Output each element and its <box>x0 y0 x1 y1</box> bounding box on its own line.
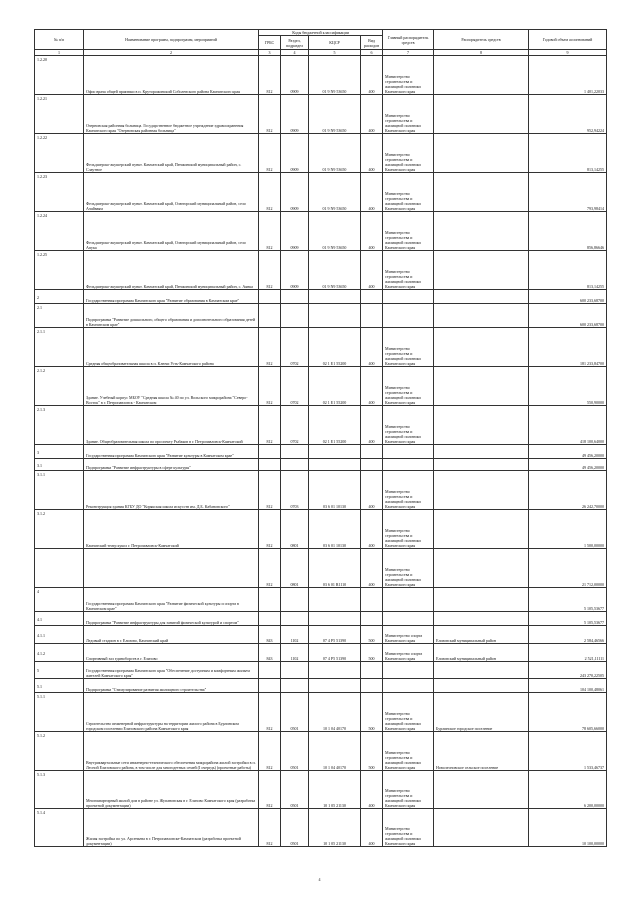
row-vid-cell <box>361 445 383 459</box>
row-vid-cell: 400 <box>361 549 383 588</box>
row-name-cell: Подпрограмма "Развитие инфраструктуры для занятий физической культурой и спортом" <box>84 612 259 626</box>
row-annual-cell: 78 605,66000 <box>529 693 607 732</box>
row-recipient-cell <box>434 134 529 173</box>
row-recipient-cell <box>434 445 529 459</box>
row-number-cell: 3.1.2 <box>35 510 84 549</box>
row-number-cell: 1.2.25 <box>35 251 84 290</box>
row-grbs-cell: 812 <box>259 367 281 406</box>
row-kcsr-cell: 07 4 P5 51390 <box>309 626 361 644</box>
row-number-cell: 1.2.20 <box>35 56 84 95</box>
row-main-admin-cell: Министерство строительства и жилищной политики Камчатского края <box>383 471 434 510</box>
row-grbs-cell <box>259 588 281 612</box>
row-main-admin-cell: Министерство строительства и жилищной политики Камчатского края <box>383 732 434 771</box>
row-annual-cell: 2 584,46566 <box>529 626 607 644</box>
table-row <box>35 212 607 251</box>
row-annual-cell: 952,94224 <box>529 95 607 134</box>
row-recipient-cell <box>434 459 529 471</box>
row-vid-cell: 400 <box>361 134 383 173</box>
table-row <box>35 732 607 771</box>
row-kcsr-cell: 03 6 01 R1110 <box>309 549 361 588</box>
row-razdel-cell: 0501 <box>281 809 309 847</box>
row-kcsr-cell: 10 1 05 21130 <box>309 809 361 847</box>
table-row <box>35 612 607 626</box>
row-main-admin-cell <box>383 459 434 471</box>
row-vid-cell: 400 <box>361 471 383 510</box>
row-number-cell: 3 <box>35 445 84 459</box>
row-recipient-cell <box>434 290 529 304</box>
row-kcsr-cell: 03 6 01 10130 <box>309 471 361 510</box>
table-row <box>35 510 607 549</box>
row-razdel-cell: 0801 <box>281 510 309 549</box>
row-razdel-cell <box>281 445 309 459</box>
row-annual-cell: 1 500,00000 <box>529 510 607 549</box>
row-name-cell: Подпрограмма "Стимулирование развития жилищного строительства" <box>84 679 259 693</box>
table-row <box>35 251 607 290</box>
row-name-cell: Здание. Учебный корпус МБОУ "Средняя школа № 40 по ул. Вольского микрорайона "Северо-Восток" в г. Петропавловск - Камчатском <box>84 367 259 406</box>
row-annual-cell: 104 100,48061 <box>529 679 607 693</box>
row-grbs-cell: 812 <box>259 809 281 847</box>
row-name-cell: Фельдшерско-акушерский пункт. Камчатский край, Олюторский муниципальный район, село Апука <box>84 212 259 251</box>
row-name-cell: Озерновская районная больница. Государственное бюджетное учреждение здравоохранения Камчатского края "Озерновская районная больница" <box>84 95 259 134</box>
row-annual-cell: 600 233,68700 <box>529 290 607 304</box>
row-number-cell: 4 <box>35 588 84 612</box>
row-grbs-cell: 812 <box>259 328 281 367</box>
table-row <box>35 290 607 304</box>
row-main-admin-cell: Министерство спорта Камчатского края <box>383 644 434 662</box>
row-grbs-cell <box>259 459 281 471</box>
row-main-admin-cell: Министерство строительства и жилищной политики Камчатского края <box>383 328 434 367</box>
row-main-admin-cell: Министерство строительства и жилищной политики Камчатского края <box>383 367 434 406</box>
row-number-cell: 2 <box>35 290 84 304</box>
row-kcsr-cell: 03 6 01 10130 <box>309 510 361 549</box>
row-kcsr-cell <box>309 588 361 612</box>
row-recipient-cell <box>434 549 529 588</box>
header-num: № п/п <box>35 30 84 50</box>
row-vid-cell: 500 <box>361 732 383 771</box>
row-name-cell: Государственная программа Камчатского края "Обеспечение доступным и комфортным жильем жителей Камчатского края" <box>84 662 259 679</box>
row-annual-cell: 2 521,11111 <box>529 644 607 662</box>
row-main-admin-cell: Министерство строительства и жилищной политики Камчатского края <box>383 56 434 95</box>
row-grbs-cell: 812 <box>259 95 281 134</box>
row-name-cell: Фельдшерско-акушерский пункт. Камчатский край, Олюторский муниципальный район, село Ачайваям <box>84 173 259 212</box>
row-annual-cell: 856,86646 <box>529 212 607 251</box>
row-razdel-cell: 0909 <box>281 173 309 212</box>
row-razdel-cell: 0909 <box>281 251 309 290</box>
row-kcsr-cell: 10 1 04 40170 <box>309 693 361 732</box>
row-main-admin-cell: Министерство строительства и жилищной политики Камчатского края <box>383 510 434 549</box>
table-row <box>35 56 607 95</box>
row-recipient-cell <box>434 679 529 693</box>
row-kcsr-cell <box>309 612 361 626</box>
row-grbs-cell: 812 <box>259 693 281 732</box>
index-cell: 7 <box>383 50 434 56</box>
table-row <box>35 173 607 212</box>
row-main-admin-cell <box>383 679 434 693</box>
index-cell: 4 <box>281 50 309 56</box>
row-name-cell: Офис врача общей практики в п. Круторожинский Соболевского района Камчатского края <box>84 56 259 95</box>
row-number-cell: 2.1.1 <box>35 328 84 367</box>
row-main-admin-cell: Министерство строительства и жилищной политики Камчатского края <box>383 549 434 588</box>
row-recipient-cell: Бурлинское городское поселение <box>434 693 529 732</box>
row-recipient-cell <box>434 809 529 847</box>
row-name-cell: Спортивный зал единоборств в г. Елизово <box>84 644 259 662</box>
row-razdel-cell: 0702 <box>281 406 309 445</box>
row-recipient-cell <box>434 304 529 328</box>
row-vid-cell: 400 <box>361 510 383 549</box>
row-number-cell: 1.2.23 <box>35 173 84 212</box>
row-recipient-cell <box>434 328 529 367</box>
row-grbs-cell <box>259 662 281 679</box>
row-grbs-cell: 812 <box>259 134 281 173</box>
table-row <box>35 406 607 445</box>
row-vid-cell: 500 <box>361 693 383 732</box>
table-row <box>35 626 607 644</box>
row-vid-cell <box>361 679 383 693</box>
table-row <box>35 644 607 662</box>
row-kcsr-cell <box>309 459 361 471</box>
header-name: Наименование программ, подпрограмм, мероприятий <box>84 30 259 50</box>
row-annual-cell: 550,90000 <box>529 367 607 406</box>
row-grbs-cell: 843 <box>259 626 281 644</box>
row-number-cell: 4.1.1 <box>35 626 84 644</box>
table-row <box>35 693 607 732</box>
row-name-cell: Строительство инженерной инфраструктуры на территории жилого района в Бурлинском городском поселении Елизовского района Камчатского края <box>84 693 259 732</box>
row-vid-cell: 400 <box>361 809 383 847</box>
row-recipient-cell <box>434 471 529 510</box>
row-main-admin-cell <box>383 445 434 459</box>
table-row <box>35 95 607 134</box>
row-vid-cell: 400 <box>361 95 383 134</box>
row-kcsr-cell <box>309 662 361 679</box>
row-grbs-cell: 812 <box>259 471 281 510</box>
row-annual-cell: 1 401,22033 <box>529 56 607 95</box>
row-name-cell: Многоквартирный жилой дом в районе ул. Жупановская в г. Елизово Камчатского края (разработка проектной документации) <box>84 771 259 809</box>
row-main-admin-cell: Министерство строительства и жилищной политики Камчатского края <box>383 134 434 173</box>
row-recipient-cell <box>434 367 529 406</box>
table-row <box>35 588 607 612</box>
header-codes-group: Коды бюджетной классификации <box>259 30 383 36</box>
row-recipient-cell <box>434 771 529 809</box>
row-number-cell: 2.1.3 <box>35 406 84 445</box>
row-kcsr-cell <box>309 445 361 459</box>
row-vid-cell: 400 <box>361 406 383 445</box>
row-name-cell: Государственная программа Камчатского края "Развитие физической культуры и спорта в Камчатском крае" <box>84 588 259 612</box>
row-number-cell: 5.1 <box>35 679 84 693</box>
budget-table-sheet <box>34 29 606 847</box>
row-main-admin-cell <box>383 662 434 679</box>
row-main-admin-cell: Министерство строительства и жилищной политики Камчатского края <box>383 251 434 290</box>
row-name-cell: Жилая застройка по ул. Арсеньева в г. Петропавловске-Камчатском (разработка проектной документации) <box>84 809 259 847</box>
table-row <box>35 134 607 173</box>
row-annual-cell: 49 456,20000 <box>529 459 607 471</box>
row-vid-cell: 400 <box>361 173 383 212</box>
row-grbs-cell: 843 <box>259 644 281 662</box>
row-main-admin-cell <box>383 588 434 612</box>
row-razdel-cell <box>281 662 309 679</box>
row-kcsr-cell: 01 9 N9 53650 <box>309 134 361 173</box>
header-annual: Годовой объем ассигнований <box>529 30 607 50</box>
row-kcsr-cell: 02 1 E1 55200 <box>309 328 361 367</box>
table-row <box>35 367 607 406</box>
row-annual-cell: 181 233,84700 <box>529 328 607 367</box>
row-main-admin-cell <box>383 304 434 328</box>
row-vid-cell <box>361 588 383 612</box>
header-grbs: ГРБС <box>259 36 281 50</box>
row-razdel-cell <box>281 612 309 626</box>
row-grbs-cell: 812 <box>259 771 281 809</box>
row-grbs-cell: 812 <box>259 549 281 588</box>
row-number-cell <box>35 549 84 588</box>
row-number-cell: 5.1.2 <box>35 732 84 771</box>
row-kcsr-cell: 01 9 N9 53650 <box>309 251 361 290</box>
row-razdel-cell <box>281 588 309 612</box>
row-main-admin-cell <box>383 612 434 626</box>
row-number-cell: 1.2.24 <box>35 212 84 251</box>
header-kcsr: КЦСР <box>309 36 361 50</box>
row-recipient-cell <box>434 212 529 251</box>
row-kcsr-cell: 01 9 N9 53650 <box>309 212 361 251</box>
row-grbs-cell: 812 <box>259 732 281 771</box>
row-vid-cell <box>361 304 383 328</box>
row-grbs-cell <box>259 445 281 459</box>
row-name-cell: Подпрограмма "Развитие инфраструктуры в сфере культуры" <box>84 459 259 471</box>
row-razdel-cell: 0501 <box>281 693 309 732</box>
row-grbs-cell: 812 <box>259 510 281 549</box>
row-recipient-cell <box>434 95 529 134</box>
row-recipient-cell <box>434 406 529 445</box>
row-recipient-cell: Новолесновское сельское поселение <box>434 732 529 771</box>
row-main-admin-cell: Министерство строительства и жилищной политики Камчатского края <box>383 406 434 445</box>
table-row <box>35 304 607 328</box>
row-recipient-cell <box>434 588 529 612</box>
row-razdel-cell: 0909 <box>281 95 309 134</box>
row-name-cell: Камчатский театр кукол г. Петропавловск-Камчатский <box>84 510 259 549</box>
header-vid: Вид расходов <box>361 36 383 50</box>
row-vid-cell: 500 <box>361 644 383 662</box>
row-kcsr-cell <box>309 679 361 693</box>
row-number-cell: 2.1 <box>35 304 84 328</box>
header-main-admin: Главный распорядитель средств <box>383 30 434 50</box>
row-number-cell: 2.1.2 <box>35 367 84 406</box>
row-main-admin-cell <box>383 290 434 304</box>
table-row <box>35 459 607 471</box>
table-row <box>35 809 607 847</box>
row-number-cell: 3.1 <box>35 459 84 471</box>
index-cell: 1 <box>35 50 84 56</box>
row-recipient-cell: Елизовский муниципальный район <box>434 644 529 662</box>
index-cell: 9 <box>529 50 607 56</box>
row-kcsr-cell <box>309 304 361 328</box>
row-recipient-cell <box>434 173 529 212</box>
row-annual-cell: 10 100,00000 <box>529 809 607 847</box>
row-razdel-cell: 0703 <box>281 471 309 510</box>
row-recipient-cell <box>434 510 529 549</box>
row-name-cell: Реконструкция здания КГБУ ДО "Корякская школа искусств им. Д.Б. Кабановского" <box>84 471 259 510</box>
row-kcsr-cell: 02 1 E1 55200 <box>309 406 361 445</box>
row-name-cell: Государственная программа Камчатского края "Развитие культуры в Камчатском крае" <box>84 445 259 459</box>
row-main-admin-cell: Министерство строительства и жилищной политики Камчатского края <box>383 173 434 212</box>
table-row <box>35 471 607 510</box>
row-vid-cell <box>361 662 383 679</box>
row-razdel-cell <box>281 304 309 328</box>
row-vid-cell: 400 <box>361 771 383 809</box>
row-kcsr-cell: 07 4 P5 51390 <box>309 644 361 662</box>
row-grbs-cell: 812 <box>259 173 281 212</box>
index-cell: 8 <box>434 50 529 56</box>
row-razdel-cell: 0702 <box>281 328 309 367</box>
row-vid-cell: 400 <box>361 212 383 251</box>
row-vid-cell <box>361 612 383 626</box>
row-recipient-cell <box>434 251 529 290</box>
table-row <box>35 662 607 679</box>
row-number-cell: 5.1.1 <box>35 693 84 732</box>
row-number-cell: 4.1 <box>35 612 84 626</box>
index-cell: 3 <box>259 50 281 56</box>
table-row <box>35 549 607 588</box>
row-grbs-cell <box>259 612 281 626</box>
row-razdel-cell: 0909 <box>281 56 309 95</box>
budget-table-body <box>35 56 607 847</box>
row-annual-cell: 813,14255 <box>529 251 607 290</box>
row-number-cell: 4.1.2 <box>35 644 84 662</box>
row-razdel-cell: 0702 <box>281 367 309 406</box>
row-annual-cell: 21 712,00000 <box>529 549 607 588</box>
row-name-cell: Ледовый стадион в г. Елизово, Камчатский край <box>84 626 259 644</box>
row-kcsr-cell: 01 9 N9 53650 <box>309 95 361 134</box>
row-name-cell <box>84 549 259 588</box>
row-main-admin-cell: Министерство строительства и жилищной политики Камчатского края <box>383 771 434 809</box>
row-razdel-cell: 0501 <box>281 771 309 809</box>
row-annual-cell: 600 233,68700 <box>529 304 607 328</box>
row-number-cell: 5 <box>35 662 84 679</box>
row-annual-cell: 243 270,22505 <box>529 662 607 679</box>
row-annual-cell: 49 456,20000 <box>529 445 607 459</box>
row-recipient-cell <box>434 56 529 95</box>
row-grbs-cell: 812 <box>259 56 281 95</box>
row-razdel-cell: 0909 <box>281 134 309 173</box>
row-razdel-cell: 0501 <box>281 732 309 771</box>
row-razdel-cell: 0801 <box>281 549 309 588</box>
row-razdel-cell <box>281 290 309 304</box>
row-recipient-cell <box>434 662 529 679</box>
header-razdel: Раздел, подраздел <box>281 36 309 50</box>
row-name-cell: Фельдшерско-акушерский пункт. Камчатский край, Пенжинский муниципальный район, с. Аянка <box>84 251 259 290</box>
budget-table <box>34 29 607 847</box>
row-main-admin-cell: Министерство строительства и жилищной политики Камчатского края <box>383 693 434 732</box>
row-annual-cell: 813,14255 <box>529 134 607 173</box>
row-name-cell: Подпрограмма "Развитие дошкольного, общего образования и дополнительного образования детей в Камчатском крае" <box>84 304 259 328</box>
row-grbs-cell: 812 <box>259 251 281 290</box>
row-razdel-cell: 1102 <box>281 626 309 644</box>
header-recipient: Распорядитель средств <box>434 30 529 50</box>
row-vid-cell: 400 <box>361 367 383 406</box>
table-row <box>35 679 607 693</box>
row-main-admin-cell: Министерство строительства и жилищной политики Камчатского края <box>383 809 434 847</box>
table-row <box>35 771 607 809</box>
row-number-cell: 1.2.22 <box>35 134 84 173</box>
row-annual-cell: 6 200,00000 <box>529 771 607 809</box>
row-number-cell: 5.1.3 <box>35 771 84 809</box>
row-recipient-cell: Елизовский муниципальный район <box>434 626 529 644</box>
row-kcsr-cell: 01 9 N9 53650 <box>309 56 361 95</box>
row-annual-cell: 5 105,53677 <box>529 588 607 612</box>
row-vid-cell: 400 <box>361 251 383 290</box>
row-kcsr-cell: 10 1 05 21130 <box>309 771 361 809</box>
row-name-cell: Фельдшерско-акушерский пункт. Камчатский край, Пенжинский муниципальный район, с. Слаутное <box>84 134 259 173</box>
page-number: 4 <box>318 877 321 882</box>
row-recipient-cell <box>434 612 529 626</box>
row-annual-cell: 26 242,70000 <box>529 471 607 510</box>
row-kcsr-cell: 02 1 E1 55200 <box>309 367 361 406</box>
row-number-cell: 5.1.4 <box>35 809 84 847</box>
row-name-cell: Здание. Общеобразовательная школа по проспекту Рыбаков в г. Петропавловск-Камчатский <box>84 406 259 445</box>
row-main-admin-cell: Министерство строительства и жилищной политики Камчатского края <box>383 212 434 251</box>
row-grbs-cell <box>259 304 281 328</box>
row-main-admin-cell: Министерство строительства и жилищной политики Камчатского края <box>383 95 434 134</box>
row-kcsr-cell <box>309 290 361 304</box>
row-annual-cell: 5 105,53677 <box>529 612 607 626</box>
row-name-cell: Государственная программа Камчатского края "Развитие образования в Камчатском крае" <box>84 290 259 304</box>
row-grbs-cell: 812 <box>259 406 281 445</box>
row-razdel-cell: 0909 <box>281 212 309 251</box>
row-vid-cell <box>361 459 383 471</box>
row-annual-cell: 1 533,46737 <box>529 732 607 771</box>
row-razdel-cell: 1102 <box>281 644 309 662</box>
table-row <box>35 328 607 367</box>
index-cell: 6 <box>361 50 383 56</box>
row-grbs-cell <box>259 290 281 304</box>
row-number-cell: 1.2.21 <box>35 95 84 134</box>
row-razdel-cell <box>281 679 309 693</box>
row-grbs-cell: 812 <box>259 212 281 251</box>
table-row <box>35 445 607 459</box>
row-number-cell: 3.1.1 <box>35 471 84 510</box>
row-annual-cell: 793,98414 <box>529 173 607 212</box>
row-vid-cell: 400 <box>361 56 383 95</box>
row-name-cell: Средняя общеобразовательная школа в п. Ключи Усть-Камчатского района <box>84 328 259 367</box>
row-name-cell: Внутриквартальные сети инженерно-технического обеспечения микрорайона жилой застройки в п. Лесной Елизовского района, в том числе для многодетных семей (I очередь) (проектные работы) <box>84 732 259 771</box>
row-kcsr-cell: 10 1 04 40170 <box>309 732 361 771</box>
row-grbs-cell <box>259 679 281 693</box>
row-razdel-cell <box>281 459 309 471</box>
row-annual-cell: 418 100,64000 <box>529 406 607 445</box>
row-vid-cell <box>361 290 383 304</box>
row-kcsr-cell: 01 9 N9 53650 <box>309 173 361 212</box>
row-main-admin-cell: Министерство спорта Камчатского края <box>383 626 434 644</box>
row-vid-cell: 500 <box>361 626 383 644</box>
index-cell: 2 <box>84 50 259 56</box>
index-cell: 5 <box>309 50 361 56</box>
row-vid-cell: 400 <box>361 328 383 367</box>
